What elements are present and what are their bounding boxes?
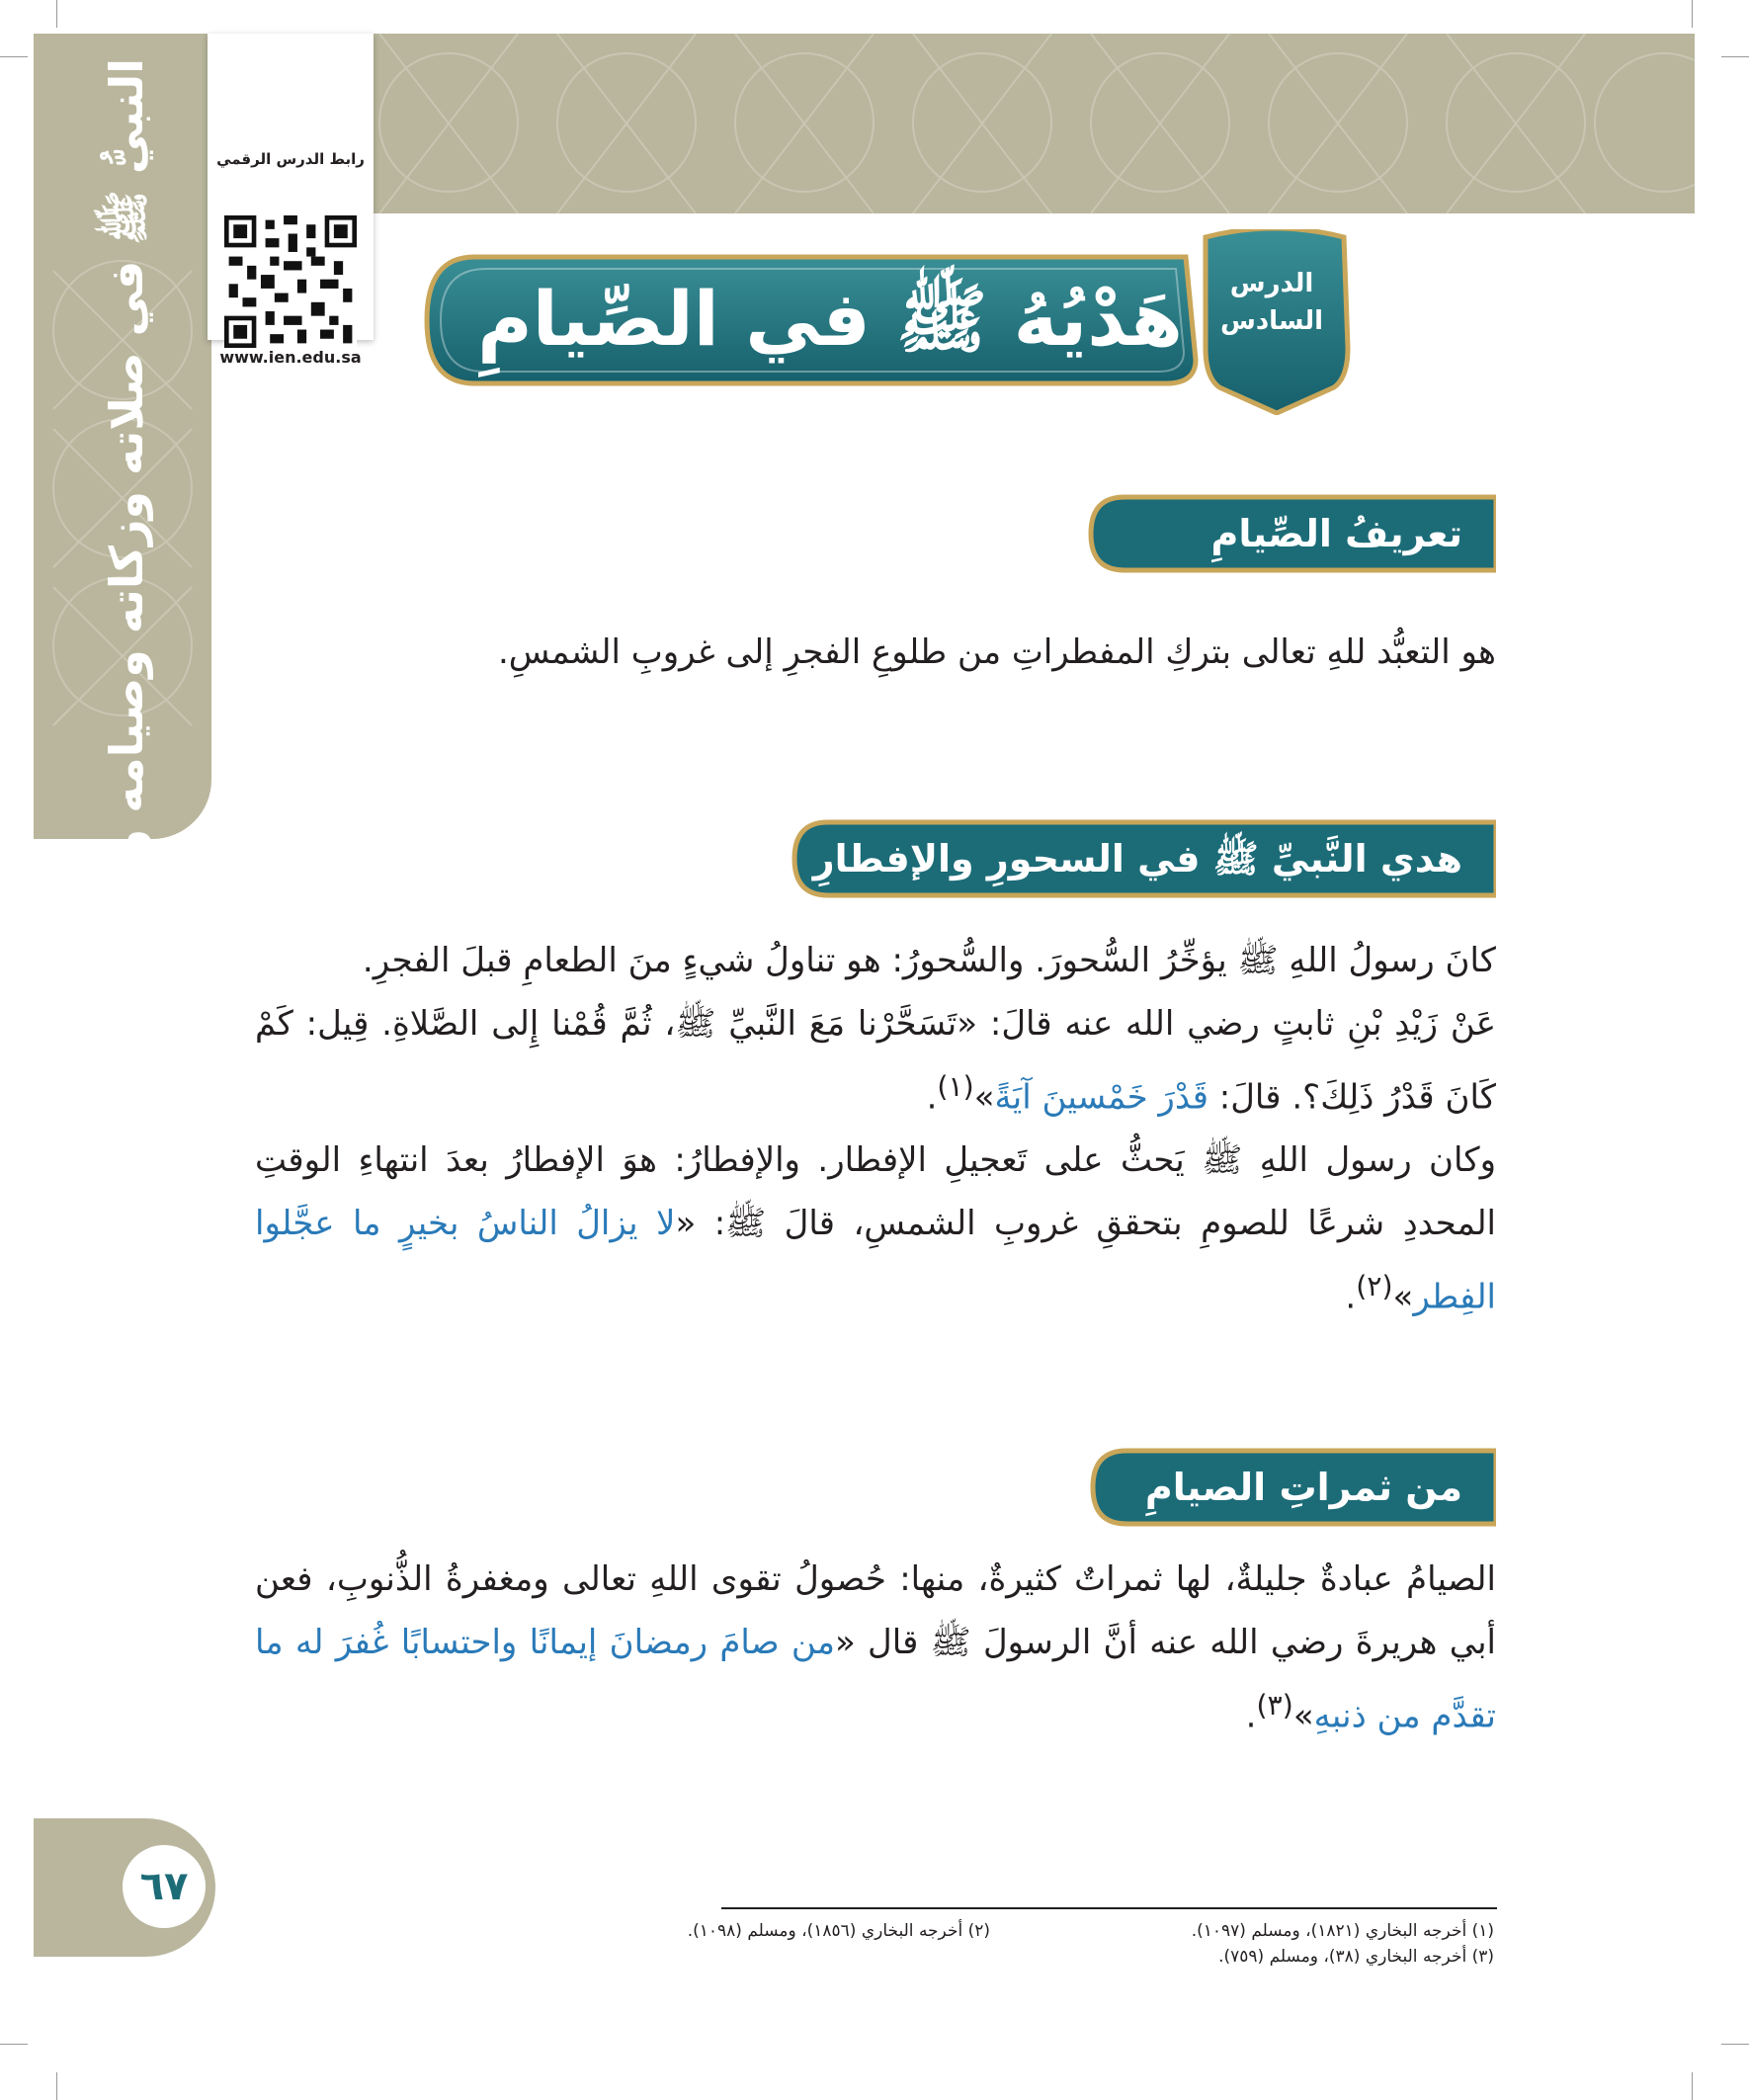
- hadith-text: عَنْ زَيْدِ بْنِ ثابتٍ رضي الله عنه قالَ: «تَسَحَّرْنا مَعَ النَّبيِّ ﷺ، ثُمَّ قُمْنا إِلى الصَّلاةِ. قِيل: كَمْ كَانَ قَدْرُ ذَلِكَ؟. قالَ:: [255, 1004, 1496, 1118]
- suhoor-paragraph: [255, 929, 1496, 1329]
- definition-paragraph: [255, 621, 1496, 684]
- qr-label: رابط الدرس الرقمي: [216, 150, 365, 168]
- crop-mark: [0, 2044, 28, 2045]
- definition-text: هو التعبُّد للهِ تعالى بتركِ المفطراتِ من طلوعِ الفجرِ إلى غروبِ الشمسِ.: [497, 632, 1496, 672]
- footnote-1: (١) أخرجه البخاري (١٨٢١)، ومسلم (١٠٩٧).: [1191, 1921, 1494, 1941]
- footnote-ref[interactable]: (٢): [1356, 1270, 1393, 1303]
- crop-mark: [56, 2072, 57, 2100]
- quote-close: »: [1392, 1277, 1414, 1317]
- lesson-label-line1: الدرس: [1229, 269, 1314, 298]
- crop-mark: [1692, 2072, 1693, 2100]
- crop-mark: [1721, 56, 1749, 57]
- section-heading-definition: [1085, 491, 1496, 576]
- qr-url[interactable]: www.ien.edu.sa: [219, 348, 362, 367]
- fruits-text: الصيامُ عبادةٌ جليلةٌ، لها ثمراتٌ كثيرةٌ، منها: حُصولُ تقوى اللهِ تعالى ومغفرةُ الذُّنوبِ، فعن أبي هريرةَ رضي الله عنه أنَّ الرسولَ ﷺ قال «: [255, 1559, 1496, 1662]
- sentence-end: .: [926, 1077, 938, 1118]
- section-heading-text: من ثمراتِ الصيامِ: [1144, 1466, 1462, 1509]
- sentence-end: .: [1345, 1277, 1357, 1317]
- section-heading-suhoor: [789, 816, 1496, 901]
- hadith-quote: لا يزالُ الناسُ بخيرٍ ما عجَّلوا الفِطر: [255, 1204, 1496, 1317]
- lesson-label: [1208, 265, 1336, 340]
- footnote-ref[interactable]: (١): [937, 1070, 974, 1103]
- suhoor-text-3: [255, 1129, 1496, 1328]
- hadith-text: وكان رسول اللهِ ﷺ يَحثُّ على تَعجيلِ الإفطار. والإفطارُ: هوَ الإفطارُ بعدَ انتهاءِ الوقتِ المحددِ شرعًا للصومِ بتحققِ غروبِ الشمسِ، قالَ ﷺ: «: [255, 1140, 1497, 1244]
- unit-title: [51, 57, 200, 951]
- qr-code-icon[interactable]: [224, 215, 357, 348]
- fruits-paragraph: [255, 1548, 1496, 1747]
- lesson-label-line2: السادس: [1219, 306, 1324, 336]
- page-number: ٦٧: [123, 1845, 206, 1928]
- quote-close: »: [1292, 1696, 1314, 1736]
- quote-close: »: [973, 1077, 995, 1118]
- crop-mark: [1721, 2044, 1749, 2045]
- crop-mark: [1692, 0, 1693, 28]
- footnote-ref[interactable]: (٣): [1256, 1689, 1293, 1722]
- footnote-3: (٣) أخرجه البخاري (٣٨)، ومسلم (٧٥٩).: [1218, 1947, 1494, 1967]
- suhoor-text-1: كانَ رسولُ اللهِ ﷺ يؤخِّرُ السُّحورَ. والسُّحورُ: هو تناولُ شيءٍ منَ الطعامِ قبلَ الفجرِ.: [362, 941, 1496, 980]
- footnote-divider: [721, 1907, 1497, 1909]
- crop-mark: [0, 56, 28, 57]
- footnote-2: (٢) أخرجه البخاري (١٨٥٦)، ومسلم (١٠٩٨).: [687, 1921, 990, 1941]
- qr-card[interactable]: [208, 34, 374, 367]
- crop-mark: [56, 0, 57, 28]
- section-heading-fruits: [1087, 1445, 1496, 1530]
- hadith-quote: قَدْرَ خَمْسينَ آيَةً: [994, 1077, 1208, 1118]
- section-heading-text: تعريفُ الصِّيامِ: [1210, 512, 1462, 555]
- lesson-title: هَدْيُهُ ﷺ في الصِّيامِ: [477, 275, 1183, 363]
- hadith-quote: من صامَ رمضانَ إيمانًا واحتسابًا غُفرَ له ما تقدَّم من ذنبهِ: [255, 1623, 1496, 1736]
- unit-title-text: النبيُّ ﷺ في صلاته وزكاته وصيامه وحجه: [99, 57, 153, 951]
- section-heading-text: هدي النَّبيِّ ﷺ في السحورِ والإفطارِ: [812, 837, 1462, 881]
- sentence-end: .: [1245, 1696, 1257, 1736]
- suhoor-text-2: [255, 992, 1496, 1129]
